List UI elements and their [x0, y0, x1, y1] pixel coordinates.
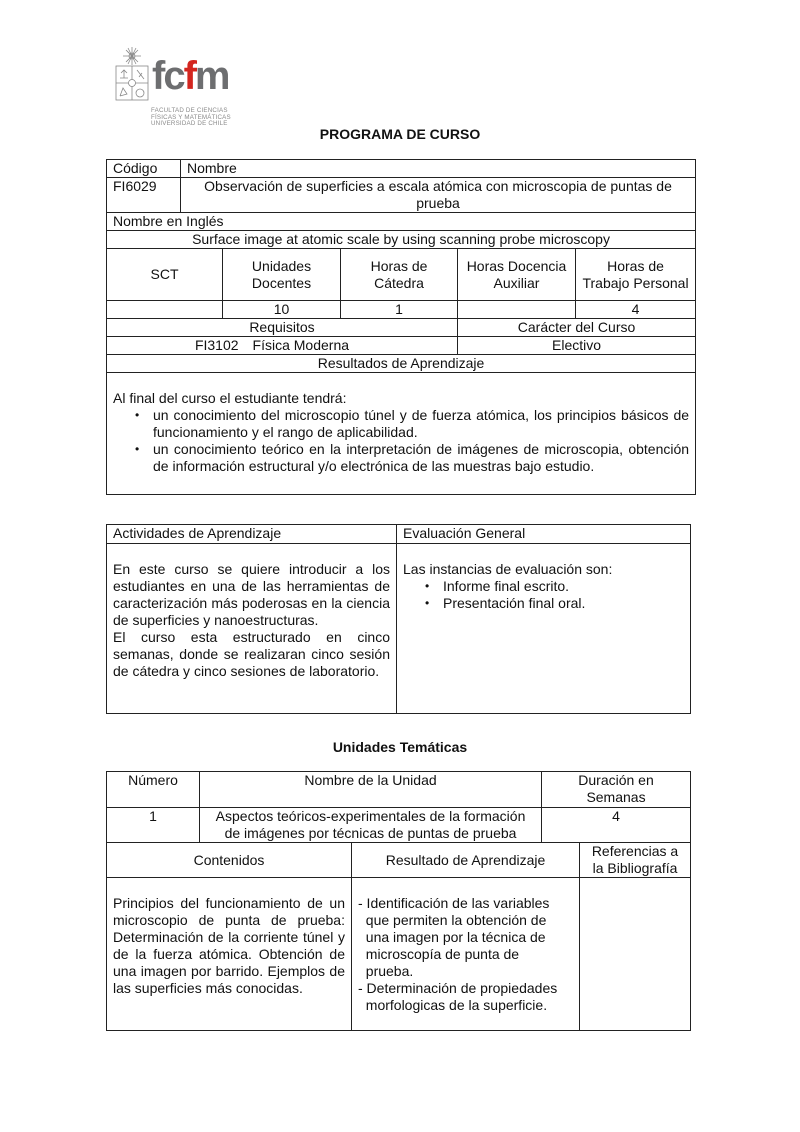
course-info-table: [106, 159, 696, 495]
unit-duration: 4: [542, 808, 691, 843]
resultados-content: [107, 373, 696, 495]
course-name-english: Surface image at atomic scale by using scanning probe microscopy: [107, 231, 696, 249]
evaluacion-list: [425, 578, 684, 612]
requisito-code: FI3102: [194, 337, 239, 353]
sct-value: [107, 301, 223, 319]
referencias-content: [580, 878, 691, 1031]
faculty-line: FACULTAD DE CIENCIAS: [151, 107, 228, 114]
evaluacion-header: Evaluación General: [397, 525, 691, 544]
university-crest-icon: [112, 46, 152, 102]
unidades-docentes-value: 10: [223, 301, 341, 319]
resultados-item: • un conocimiento teórico en la interpretación de imágenes de microscopia, obtención de información estructural y/o electrónica de las muestras bajo estudio.: [135, 441, 689, 475]
resultado-line: prueba.: [358, 963, 414, 979]
horas-docencia-auxiliar-header: Horas Docencia Auxiliar: [458, 249, 576, 301]
resultados-header: Resultados de Aprendizaje: [107, 355, 696, 373]
referencias-header: Referencias a la Bibliografía: [580, 843, 691, 878]
wordmark-gray-part: fc: [152, 54, 184, 98]
course-name: Observación de superficies a escala atómica con microscopia de puntas de prueba: [181, 178, 696, 213]
contenidos-content: Principios del funcionamiento de un microscopio de punta de prueba: Determinación de la corriente túnel y de la fuerza atómica. Obtención de una imagen por barrido. Ejemplos de las superficies más conocidas.: [107, 878, 352, 1031]
course-code: FI6029: [107, 178, 181, 213]
evaluacion-item: • Presentación final oral.: [425, 595, 684, 612]
units-table: [106, 771, 691, 1031]
evaluacion-intro: Las instancias de evaluación son:: [403, 561, 613, 577]
faculty-line: FÍSICAS Y MATEMÁTICAS: [151, 113, 231, 121]
resultado-line: una imagen por la técnica de: [358, 929, 546, 945]
requisito-name: Física Moderna: [252, 337, 350, 353]
caracter-header: Carácter del Curso: [458, 319, 696, 337]
page-title: PROGRAMA DE CURSO: [319, 126, 481, 142]
duracion-header: Duración en Semanas: [542, 772, 691, 808]
fcfm-wordmark: [152, 56, 228, 96]
horas-trabajo-personal-header: Horas de Trabajo Personal: [576, 249, 696, 301]
wordmark-red-part: f: [183, 54, 195, 98]
resultado-line: - Determinación de propiedades: [358, 980, 558, 996]
codigo-header: Código: [107, 160, 181, 178]
nombre-unidad-header: Nombre de la Unidad: [200, 772, 542, 808]
resultados-list: [135, 407, 689, 475]
evaluacion-item: • Informe final escrito.: [425, 578, 684, 595]
activities-evaluation-table: [106, 524, 691, 714]
actividades-content: [107, 544, 397, 714]
horas-trabajo-personal-value: 4: [576, 301, 696, 319]
requisito-value: [107, 337, 458, 355]
resultado-header: Resultado de Aprendizaje: [352, 843, 580, 878]
resultado-line: microscopía de punta de: [358, 946, 520, 962]
resultado-line: que permiten la obtención de: [358, 912, 547, 928]
nombre-ingles-header: Nombre en Inglés: [107, 213, 696, 231]
resultado-line: morfologicas de la superficie.: [358, 997, 548, 1013]
fcfm-logo: [112, 46, 242, 128]
nombre-header: Nombre: [181, 160, 696, 178]
sct-header: SCT: [107, 249, 223, 301]
resultados-intro: Al final del curso el estudiante tendrá:: [113, 390, 347, 406]
horas-catedra-header: Horas de Cátedra: [341, 249, 458, 301]
wordmark-gray-part: m: [194, 54, 229, 98]
horas-catedra-value: 1: [341, 301, 458, 319]
numero-header: Número: [107, 772, 200, 808]
unidades-docentes-header: Unidades Docentes: [223, 249, 341, 301]
unit-name: Aspectos teóricos-experimentales de la formación de imágenes por técnicas de puntas de prueba: [200, 808, 542, 843]
contenidos-header: Contenidos: [107, 843, 352, 878]
resultado-line: - Identificación de las variables: [358, 895, 550, 911]
horas-docencia-auxiliar-value: [458, 301, 576, 319]
evaluacion-content: [397, 544, 691, 714]
faculty-name: [151, 108, 241, 128]
caracter-value: Electivo: [458, 337, 696, 355]
unit-number: 1: [107, 808, 200, 843]
requisitos-header: Requisitos: [107, 319, 458, 337]
actividades-header: Actividades de Aprendizaje: [107, 525, 397, 544]
actividades-paragraph: En este curso se quiere introducir a los estudiantes en una de las herramientas de caracterización más poderosas en la ciencia de superficies y nanoestructuras.: [113, 561, 390, 628]
university-line: UNIVERSIDAD DE CHILE: [151, 120, 228, 128]
resultado-content: [352, 878, 580, 1031]
resultados-item: • un conocimiento del microscopio túnel y de fuerza atómica, los principios básicos de funcionamiento y el rango de aplicabilidad.: [135, 407, 689, 441]
actividades-paragraph: El curso esta estructurado en cinco semanas, donde se realizaran cinco sesión de cátedra y cinco sesiones de laboratorio.: [113, 629, 390, 679]
section-title-unidades: Unidades Temáticas: [332, 739, 468, 755]
